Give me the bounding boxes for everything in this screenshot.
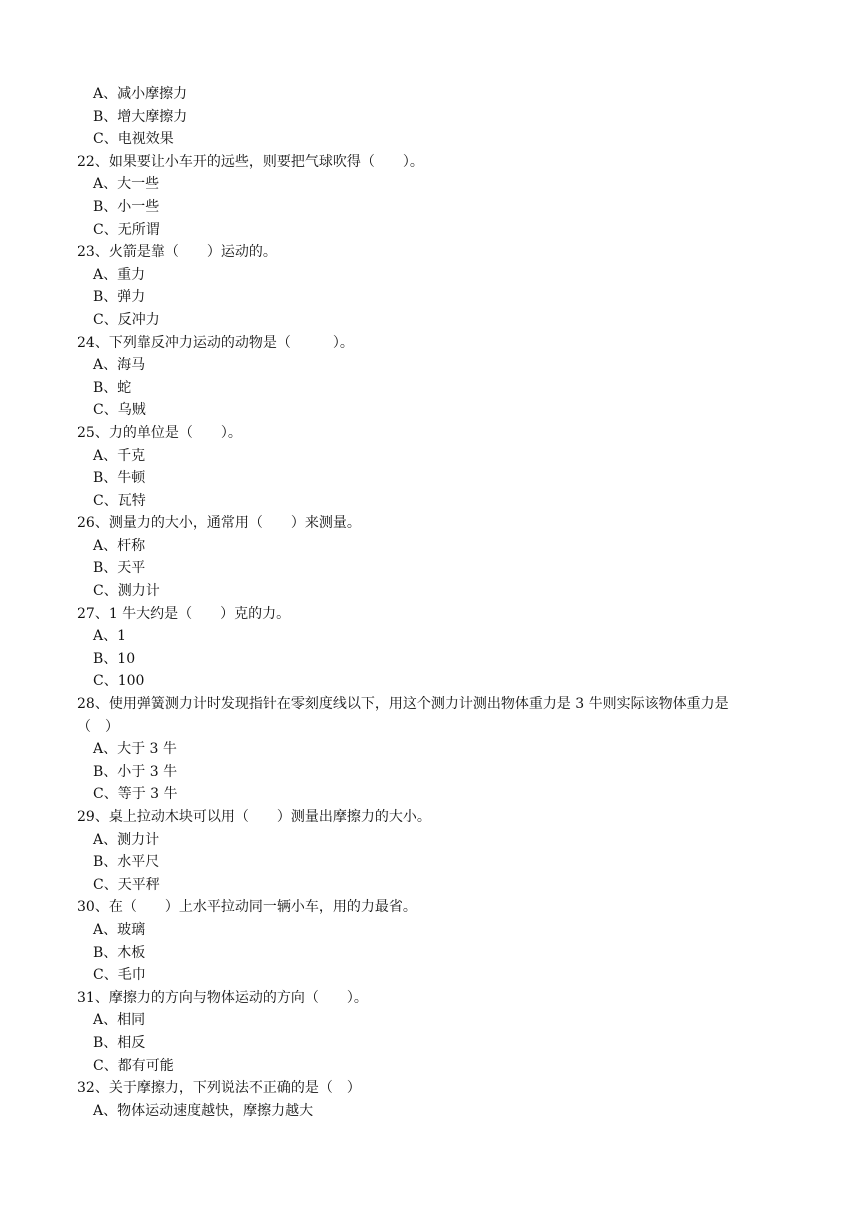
answer-option: C、乌贼 (93, 402, 146, 419)
answer-option: B、蛇 (93, 379, 132, 396)
question-text: 32、关于摩擦力，下列说法不正确的是（ ） (77, 1080, 361, 1097)
question-text: 23、火箭是靠（ ）运动的。 (77, 244, 277, 261)
answer-option: C、无所谓 (93, 221, 160, 238)
answer-option: C、等于 3 牛 (93, 786, 178, 803)
question-text: 28、使用弹簧测力计时发现指针在零刻度线以下，用这个测力计测出物体重力是 3 牛则实际该物体重力是 (77, 696, 729, 713)
answer-option: B、弹力 (93, 289, 146, 306)
answer-option: A、海马 (93, 357, 146, 374)
answer-option: A、测力计 (93, 831, 160, 848)
document-page (0, 83, 860, 1122)
answer-option: B、10 (93, 650, 136, 667)
answer-option: A、玻璃 (93, 921, 146, 938)
answer-option: B、牛顿 (93, 470, 146, 487)
question-text: 25、力的单位是（ ）。 (77, 424, 242, 441)
question-text: 31、摩擦力的方向与物体运动的方向（ ）。 (77, 989, 368, 1006)
question-text-continuation: （ ） (77, 718, 119, 735)
answer-option: C、都有可能 (93, 1057, 174, 1074)
question-text: 22、如果要让小车开的远些，则要把气球吹得（ ）。 (77, 153, 424, 170)
answer-option: A、千克 (93, 447, 146, 464)
answer-option: C、瓦特 (93, 492, 146, 509)
answer-option: B、小于 3 牛 (93, 763, 178, 780)
answer-option: B、天平 (93, 560, 146, 577)
answer-option: C、测力计 (93, 583, 160, 600)
answer-option: A、物体运动速度越快，摩擦力越大 (93, 1102, 314, 1119)
answer-option: B、增大摩擦力 (93, 108, 188, 125)
question-text: 24、下列靠反冲力运动的动物是（ ）。 (77, 334, 354, 351)
answer-option: A、相同 (93, 1012, 146, 1029)
question-text: 30、在（ ）上水平拉动同一辆小车，用的力最省。 (77, 899, 417, 916)
answer-option: C、毛巾 (93, 967, 146, 984)
answer-option: A、大于 3 牛 (93, 741, 177, 758)
answer-option: C、反冲力 (93, 311, 160, 328)
answer-option: B、相反 (93, 1034, 146, 1051)
question-text: 29、桌上拉动木块可以用（ ）测量出摩擦力的大小。 (77, 809, 431, 825)
answer-option: B、木板 (93, 944, 146, 961)
answer-option: C、100 (93, 673, 145, 690)
answer-option: A、减小摩擦力 (93, 86, 188, 102)
answer-option: B、水平尺 (93, 854, 160, 871)
answer-option: A、杆称 (93, 537, 146, 554)
question-text: 27、1 牛大约是（ ）克的力。 (77, 605, 291, 622)
answer-option: A、大一些 (93, 176, 160, 193)
answer-option: A、重力 (93, 266, 146, 283)
answer-option: A、1 (93, 628, 127, 645)
answer-option: B、小一些 (93, 198, 160, 215)
question-text: 26、测量力的大小，通常用（ ）来测量。 (77, 515, 361, 532)
answer-option: C、电视效果 (93, 131, 174, 148)
answer-option: C、天平秤 (93, 876, 160, 893)
